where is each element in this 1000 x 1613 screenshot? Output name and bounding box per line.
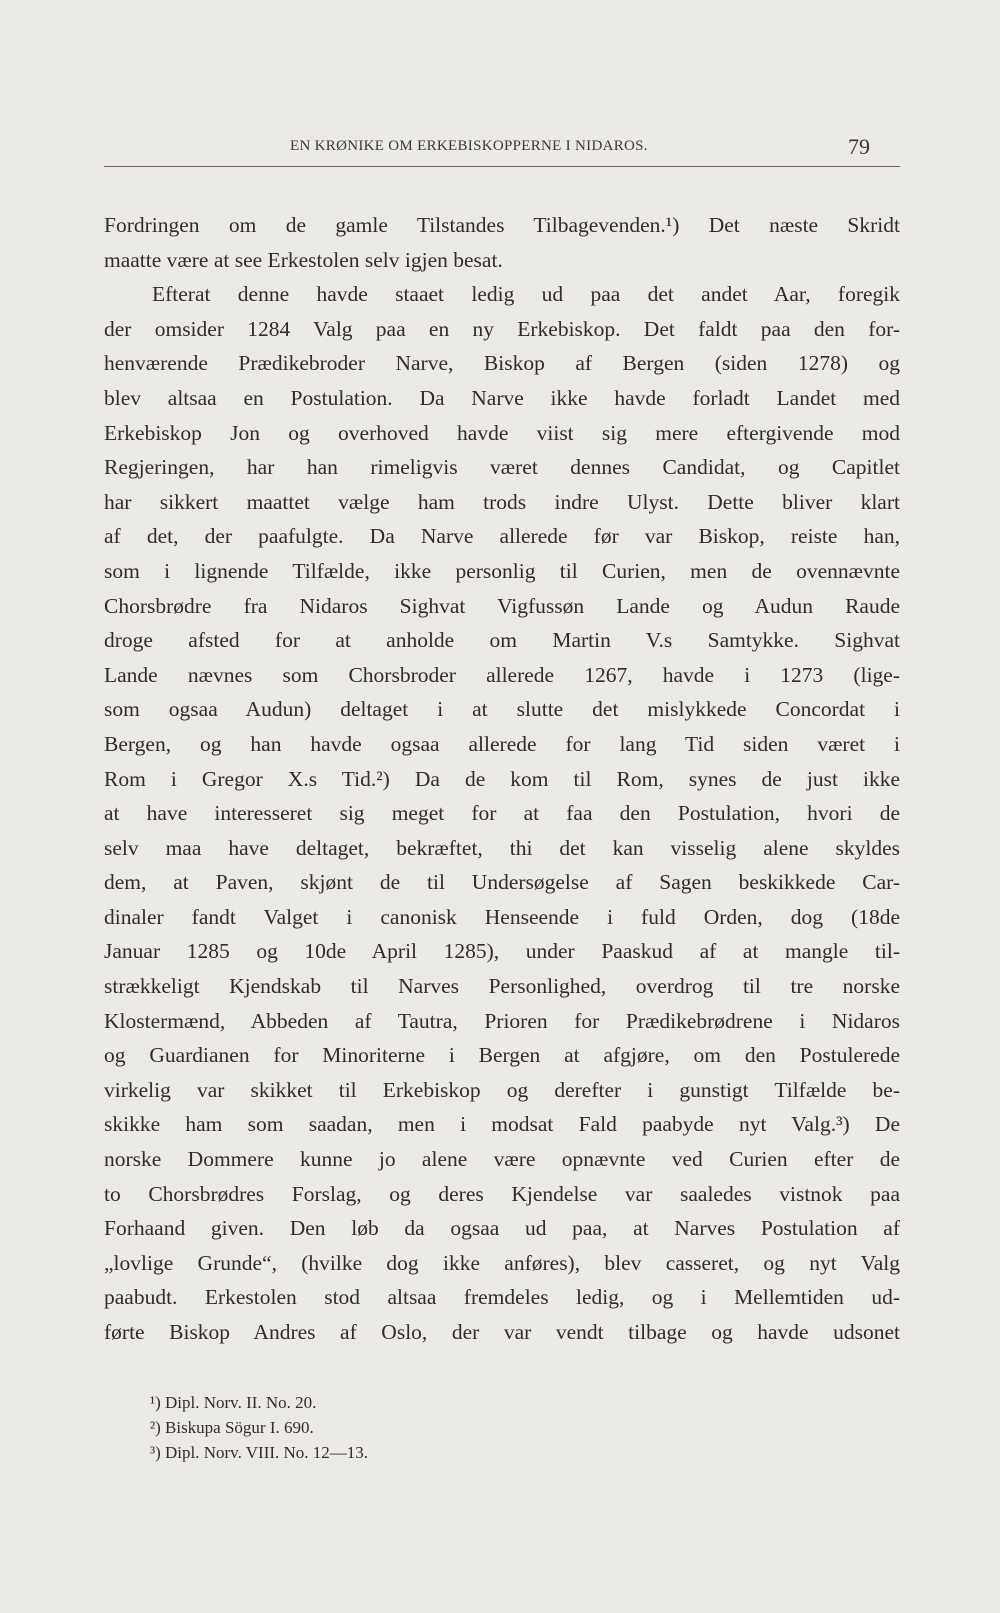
text-line: Bergen, og han havde ogsaa allerede for lang Tid siden været i: [104, 731, 900, 756]
text-line: skikke ham som saadan, men i modsat Fald paabyde nyt Valg.³) De: [104, 1112, 900, 1137]
footnotes: [150, 1390, 368, 1465]
text-line: dinaler fandt Valget i canonisk Henseende i fuld Orden, dog (18de: [104, 904, 900, 929]
text-line: blev altsaa en Postulation. Da Narve ikke havde forladt Landet med: [104, 385, 900, 410]
text-line: førte Biskop Andres af Oslo, der var vendt tilbage og havde udsonet: [104, 1320, 900, 1344]
text-line: droge afsted for at anholde om Martin V.s Samtykke. Sighvat: [104, 628, 900, 653]
footnote: ²) Biskupa Sögur I. 690.: [150, 1418, 314, 1437]
text-line: „lovlige Grunde“, (hvilke dog ikke anføres), blev casseret, og nyt Valg: [104, 1250, 900, 1275]
text-line: som i lignende Tilfælde, ikke personlig til Curien, men de ovennævnte: [104, 558, 900, 583]
text-line: strækkeligt Kjendskab til Narves Personlighed, overdrog til tre norske: [104, 974, 900, 999]
running-title: EN KRØNIKE OM ERKEBISKOPPERNE I NIDAROS.: [290, 138, 648, 154]
text-line: Januar 1285 og 10de April 1285), under Paaskud af at mangle til-: [104, 939, 900, 964]
text-line: henværende Prædikebroder Narve, Biskop af Bergen (siden 1278) og: [104, 351, 900, 376]
text-line: og Guardianen for Minoriterne i Bergen at afgjøre, om den Postulerede: [104, 1043, 900, 1068]
text-line: at have interesseret sig meget for at faa den Postulation, hvori de: [104, 801, 900, 826]
text-line: Erkebiskop Jon og overhoved havde viist sig mere eftergivende mod: [104, 420, 900, 445]
text-line: som ogsaa Audun) deltaget i at slutte det mislykkede Concordat i: [104, 697, 900, 722]
text-line: Efterat denne havde staaet ledig ud paa det andet Aar, foregik: [152, 282, 900, 307]
text-line: norske Dommere kunne jo alene være opnævnte ved Curien efter de: [104, 1147, 900, 1172]
text-line: maatte være at see Erkestolen selv igjen besat.: [104, 247, 503, 272]
text-line: Rom i Gregor X.s Tid.²) Da de kom til Rom, synes de just ikke: [104, 766, 900, 791]
text-line: Fordringen om de gamle Tilstandes Tilbagevenden.¹) Det næste Skridt: [104, 213, 900, 237]
body-text: [104, 208, 900, 1350]
text-line: Lande nævnes som Chorsbroder allerede 1267, havde i 1273 (lige-: [104, 662, 900, 687]
text-line: Chorsbrødre fra Nidaros Sighvat Vigfussøn Lande og Audun Raude: [104, 593, 900, 618]
footnote: ¹) Dipl. Norv. II. No. 20.: [150, 1393, 317, 1412]
text-line: Forhaand given. Den løb da ogsaa ud paa, at Narves Postulation af: [104, 1216, 900, 1241]
text-line: paabudt. Erkestolen stod altsaa fremdeles ledig, og i Mellemtiden ud-: [104, 1285, 900, 1310]
footnote: ³) Dipl. Norv. VIII. No. 12—13.: [150, 1443, 369, 1462]
page-number: 79: [848, 134, 870, 159]
text-line: Regjeringen, har han rimeligvis været dennes Candidat, og Capitlet: [104, 455, 900, 480]
text-line: der omsider 1284 Valg paa en ny Erkebiskop. Det faldt paa den for-: [104, 316, 900, 341]
text-line: Klostermænd, Abbeden af Tautra, Prioren for Prædikebrødrene i Nidaros: [104, 1008, 900, 1033]
text-line: selv maa have deltaget, bekræftet, thi det kan visselig alene skyldes: [104, 835, 900, 860]
text-line: virkelig var skikket til Erkebiskop og derefter i gunstigt Tilfælde be-: [104, 1077, 900, 1102]
text-line: to Chorsbrødres Forslag, og deres Kjendelse var saaledes vistnok paa: [104, 1181, 900, 1206]
text-line: har sikkert maattet vælge ham trods indre Ulyst. Dette bliver klart: [104, 489, 900, 514]
text-line: af det, der paafulgte. Da Narve allerede før var Biskop, reiste han,: [104, 524, 900, 549]
text-line: dem, at Paven, skjønt de til Undersøgelse af Sagen beskikkede Car-: [104, 870, 900, 895]
header-rule: [104, 166, 900, 167]
